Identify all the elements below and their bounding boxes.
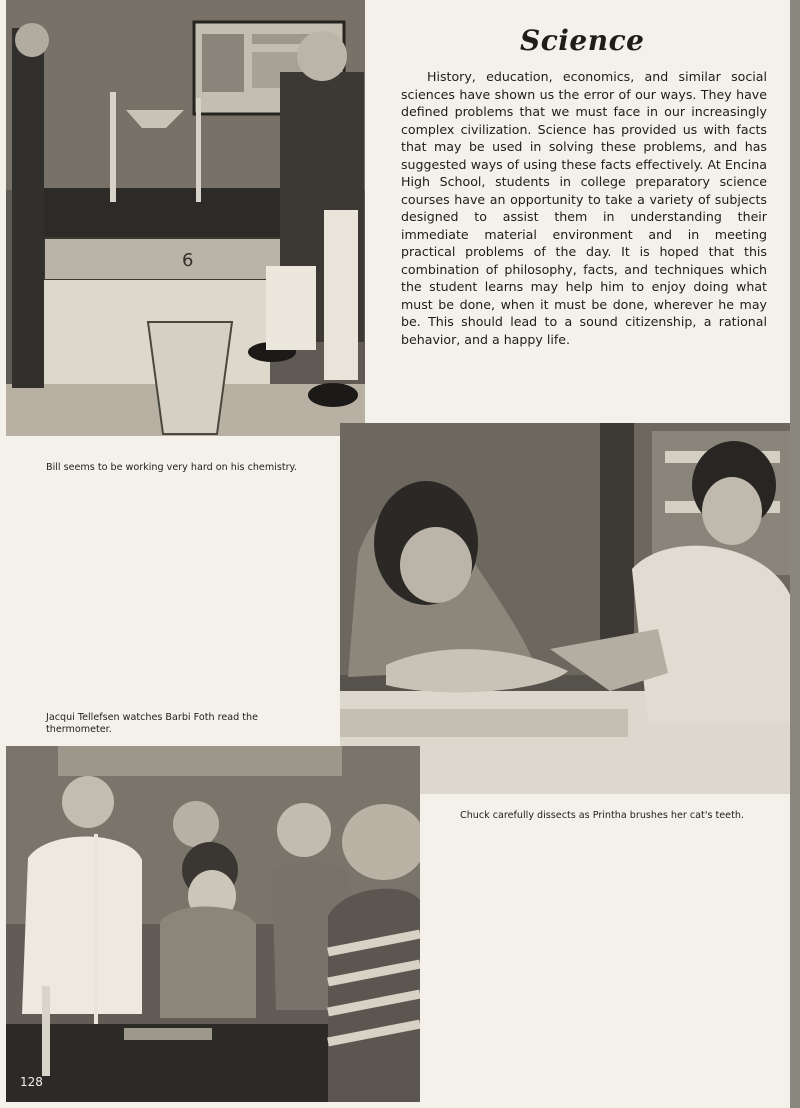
photo-chemistry-lab [6, 0, 365, 436]
bench-number: 6 [182, 250, 194, 271]
photo-thermometer-lab [6, 746, 420, 1102]
photo-cat-dissection [340, 423, 792, 794]
thermometer-lab-image [6, 746, 420, 1102]
page-number: 128 [20, 1075, 43, 1089]
caption-chemistry: Bill seems to be working very hard on his chemistry. [46, 462, 297, 473]
caption-thermometer: Jacqui Tellefsen watches Barbi Foth read the thermometer. [46, 712, 258, 735]
section-title: Science [520, 24, 645, 57]
article-body: History, education, economics, and similar social sciences have shown us the error of our ways. They have defined problems that we must face in our increasingly complex civilization. Science has provided us with facts that may be used in solving these problems, and has suggested ways of using these facts effectively. At Encina High School, students in college preparatory science courses have an opportunity to take a variety of subjects designed to assist them in understanding their immediate material environment and in meeting practical problems of the day. It is hoped that this combination of philosophy, facts, and techniques which the student learns may help him to enjoy doing what must be done, when it must be done, wherever he may be. This should lead to a sound citizenship, a rational behavior, and a happy life. [401, 69, 767, 347]
dissection-image [340, 423, 792, 794]
chemistry-lab-image [6, 0, 365, 436]
page-edge-shadow [790, 0, 800, 1108]
caption-dissection: Chuck carefully dissects as Printha brushes her cat's teeth. [460, 810, 744, 821]
